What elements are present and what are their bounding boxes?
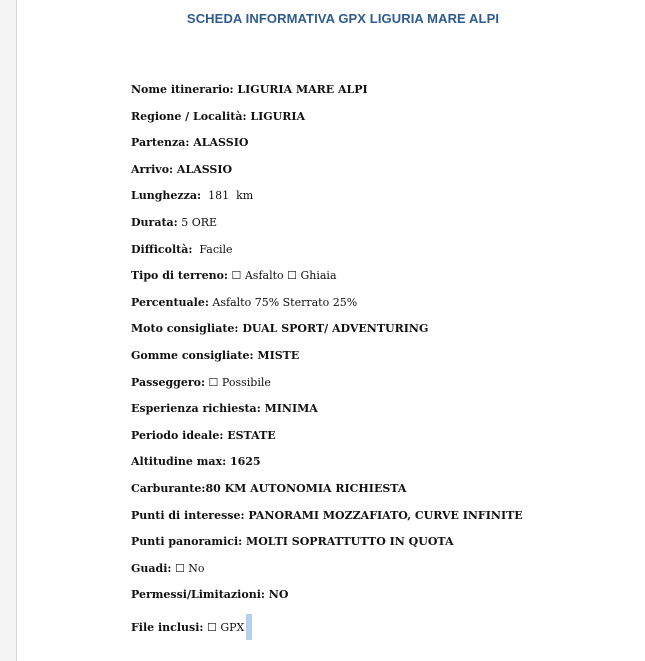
field-periodo-ideale (131, 428, 645, 455)
document-page[interactable] (17, 0, 645, 661)
field-label: Carburante: (131, 481, 206, 495)
field-label: Esperienza richiesta: (131, 402, 261, 416)
field-value: DUAL SPORT/ ADVENTURING (238, 322, 429, 336)
field-value: PANORAMI MOZZAFIATO, CURVE INFINITE (244, 508, 523, 522)
field-permessi-limitazioni (131, 587, 645, 614)
field-value: MINIMA (260, 402, 318, 416)
field-partenza (131, 135, 645, 162)
field-punti-panoramici (131, 534, 645, 561)
field-label: Regione / Località: (131, 109, 247, 123)
field-value: ☐ GPX (203, 620, 245, 634)
field-esperienza-richiesta (131, 401, 645, 428)
field-label: Permessi/Limitazioni: (131, 588, 265, 602)
field-label: Durata: (131, 215, 178, 229)
field-carburante (131, 481, 645, 508)
field-value: Facile (192, 242, 233, 256)
field-label: Nome itinerario: (131, 83, 234, 96)
text-cursor-selection[interactable] (246, 614, 252, 640)
field-value: MISTE (253, 348, 300, 362)
field-punti-interesse (131, 508, 645, 535)
field-label: Tipo di terreno: (131, 269, 228, 283)
field-value: ALASSIO (173, 162, 233, 176)
field-regione (131, 109, 645, 136)
field-passeggero (131, 375, 645, 402)
field-altitudine-max (131, 454, 645, 481)
field-arrivo (131, 162, 645, 189)
field-value: 181 km (201, 189, 254, 203)
field-label: Punti panoramici: (131, 535, 243, 549)
field-label: File inclusi: (131, 620, 204, 634)
field-difficolta (131, 242, 645, 269)
field-label: Punti di interesse: (131, 508, 245, 522)
field-label: Arrivo: (131, 162, 174, 176)
field-tipo-terreno (131, 268, 645, 295)
field-label: Passeggero: (131, 375, 206, 389)
field-label: Moto consigliate: (131, 322, 239, 336)
field-value: LIGURIA MARE ALPI (233, 83, 368, 96)
document-title: SCHEDA INFORMATIVA GPX LIGURIA MARE ALPI (186, 11, 500, 26)
field-label: Periodo ideale: (131, 428, 224, 442)
field-value: 5 ORE (177, 215, 218, 229)
field-value: Asfalto 75% Sterrato 25% (208, 295, 358, 309)
field-value: 1625 (226, 455, 261, 469)
info-fields-list (131, 82, 645, 640)
left-margin-gutter (0, 0, 17, 661)
field-value: ☐ Asfalto ☐ Ghiaia (228, 269, 337, 283)
field-label: Partenza: (131, 136, 190, 150)
field-label: Guadi: (131, 561, 172, 575)
field-label: Difficoltà: (131, 242, 193, 256)
field-label: Percentuale: (131, 295, 209, 309)
field-lunghezza (131, 188, 645, 215)
field-value: ☐ No (171, 561, 205, 575)
field-file-inclusi (131, 614, 645, 641)
field-value: ESTATE (223, 428, 276, 442)
field-value: ALASSIO (189, 136, 249, 150)
field-percentuale (131, 295, 645, 322)
field-value: NO (264, 588, 289, 602)
field-durata (131, 215, 645, 242)
field-label: Gomme consigliate: (131, 348, 254, 362)
field-guadi (131, 561, 645, 588)
field-value: 80 KM AUTONOMIA RICHIESTA (205, 481, 407, 495)
field-moto-consigliate (131, 321, 645, 348)
field-nome-itinerario (131, 82, 645, 109)
field-value: ☐ Possibile (205, 375, 271, 389)
field-value: MOLTI SOPRATTUTTO IN QUOTA (242, 535, 454, 549)
field-label: Altitudine max: (131, 455, 227, 469)
field-value: LIGURIA (246, 109, 306, 123)
field-gomme-consigliate (131, 348, 645, 375)
field-label: Lunghezza: (131, 189, 202, 203)
